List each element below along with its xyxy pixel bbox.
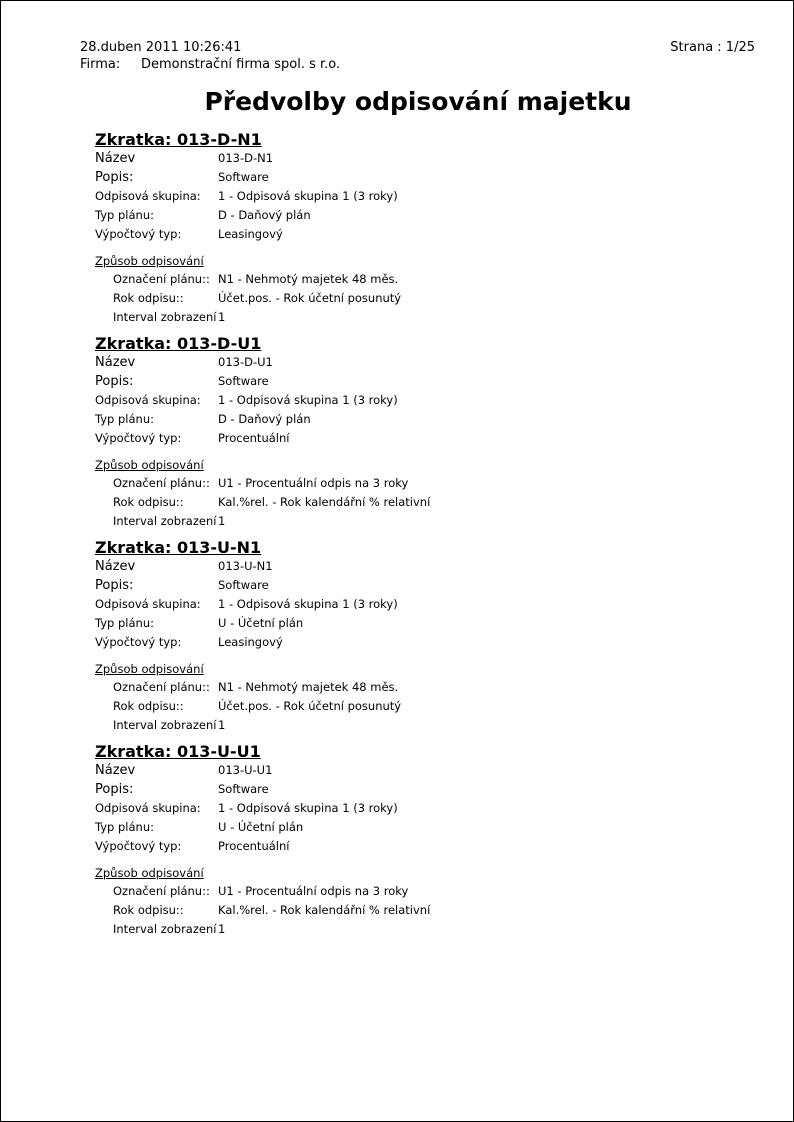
value-oznaceni: N1 - Nehmotý majetek 48 měs. xyxy=(218,272,399,286)
row-nazev xyxy=(1,355,793,374)
section-title: Zkratka: 013-D-U1 xyxy=(95,334,262,353)
label-oznaceni: Označení plánu:: xyxy=(113,884,210,898)
label-interval: Interval zobrazení xyxy=(113,310,217,324)
value-nazev: 013-U-U1 xyxy=(218,763,273,777)
label-popis: Popis: xyxy=(95,170,134,185)
row-oznaceni xyxy=(1,476,793,495)
row-popis xyxy=(1,578,793,597)
row-typ-planu xyxy=(1,820,793,839)
page-number: Strana : 1/25 xyxy=(670,40,755,55)
value-vypoctovy-typ: Procentuální xyxy=(218,431,290,445)
row-rok-odpisu xyxy=(1,699,793,718)
row-vypoctovy-typ xyxy=(1,839,793,858)
label-popis: Popis: xyxy=(95,782,134,797)
value-typ-planu: D - Daňový plán xyxy=(218,208,311,222)
value-oznaceni: N1 - Nehmotý majetek 48 měs. xyxy=(218,680,399,694)
value-oznaceni: U1 - Procentuální odpis na 3 roky xyxy=(218,884,409,898)
subheading-zpusob: Způsob odpisování xyxy=(95,458,204,472)
label-typ-planu: Typ plánu: xyxy=(95,616,154,630)
value-nazev: 013-D-N1 xyxy=(218,151,274,165)
value-rok-odpisu: Kal.%rel. - Rok kalendářní % relativní xyxy=(218,495,431,509)
row-interval xyxy=(1,310,793,329)
section-title: Zkratka: 013-D-N1 xyxy=(95,130,262,149)
row-vypoctovy-typ xyxy=(1,431,793,450)
row-vypoctovy-typ xyxy=(1,227,793,246)
label-vypoctovy-typ: Výpočtový typ: xyxy=(95,227,182,241)
label-oznaceni: Označení plánu:: xyxy=(113,680,210,694)
label-interval: Interval zobrazení xyxy=(113,718,217,732)
row-nazev xyxy=(1,151,793,170)
label-nazev: Název xyxy=(95,355,136,370)
subheading-zpusob: Způsob odpisování xyxy=(95,662,204,676)
row-typ-planu xyxy=(1,208,793,227)
label-typ-planu: Typ plánu: xyxy=(95,820,154,834)
row-popis xyxy=(1,170,793,189)
value-interval: 1 xyxy=(218,310,226,324)
row-popis xyxy=(1,374,793,393)
value-rok-odpisu: Kal.%rel. - Rok kalendářní % relativní xyxy=(218,903,431,917)
label-rok-odpisu: Rok odpisu:: xyxy=(113,903,184,917)
value-nazev: 013-U-N1 xyxy=(218,559,273,573)
value-vypoctovy-typ: Leasingový xyxy=(218,227,283,241)
label-popis: Popis: xyxy=(95,578,134,593)
report-datetime: 28.duben 2011 10:26:41 xyxy=(80,40,242,55)
value-popis: Software xyxy=(218,782,269,796)
value-vypoctovy-typ: Procentuální xyxy=(218,839,290,853)
row-skupina xyxy=(1,189,793,208)
firm-label: Firma: xyxy=(80,57,121,72)
row-typ-planu xyxy=(1,616,793,635)
row-rok-odpisu xyxy=(1,903,793,922)
label-vypoctovy-typ: Výpočtový typ: xyxy=(95,839,182,853)
row-nazev xyxy=(1,763,793,782)
label-nazev: Název xyxy=(95,763,136,778)
label-nazev: Název xyxy=(95,559,136,574)
value-popis: Software xyxy=(218,170,269,184)
label-skupina: Odpisová skupina: xyxy=(95,801,201,815)
label-rok-odpisu: Rok odpisu:: xyxy=(113,699,184,713)
row-interval xyxy=(1,514,793,533)
label-interval: Interval zobrazení xyxy=(113,922,217,936)
value-typ-planu: U - Účetní plán xyxy=(218,616,304,630)
label-popis: Popis: xyxy=(95,374,134,389)
label-vypoctovy-typ: Výpočtový typ: xyxy=(95,635,182,649)
asset-section xyxy=(1,742,793,942)
value-typ-planu: U - Účetní plán xyxy=(218,820,304,834)
label-skupina: Odpisová skupina: xyxy=(95,393,201,407)
row-interval xyxy=(1,718,793,737)
value-skupina: 1 - Odpisová skupina 1 (3 roky) xyxy=(218,801,398,815)
firm-line xyxy=(80,57,340,72)
subheading-zpusob: Způsob odpisování xyxy=(95,866,204,880)
value-interval: 1 xyxy=(218,514,226,528)
label-typ-planu: Typ plánu: xyxy=(95,208,154,222)
row-oznaceni xyxy=(1,884,793,903)
label-typ-planu: Typ plánu: xyxy=(95,412,154,426)
section-title: Zkratka: 013-U-N1 xyxy=(95,538,262,557)
value-skupina: 1 - Odpisová skupina 1 (3 roky) xyxy=(218,597,398,611)
row-vypoctovy-typ xyxy=(1,635,793,654)
label-interval: Interval zobrazení xyxy=(113,514,217,528)
value-oznaceni: U1 - Procentuální odpis na 3 roky xyxy=(218,476,409,490)
row-oznaceni xyxy=(1,272,793,291)
row-rok-odpisu xyxy=(1,495,793,514)
firm-name: Demonstrační firma spol. s r.o. xyxy=(141,57,341,72)
value-rok-odpisu: Účet.pos. - Rok účetní posunutý xyxy=(218,699,402,713)
value-typ-planu: D - Daňový plán xyxy=(218,412,311,426)
row-oznaceni xyxy=(1,680,793,699)
row-typ-planu xyxy=(1,412,793,431)
row-nazev xyxy=(1,559,793,578)
value-popis: Software xyxy=(218,578,269,592)
label-oznaceni: Označení plánu:: xyxy=(113,272,210,286)
row-skupina xyxy=(1,597,793,616)
row-skupina xyxy=(1,393,793,412)
value-nazev: 013-D-U1 xyxy=(218,355,273,369)
value-rok-odpisu: Účet.pos. - Rok účetní posunutý xyxy=(218,291,402,305)
asset-section xyxy=(1,334,793,534)
value-interval: 1 xyxy=(218,922,226,936)
value-vypoctovy-typ: Leasingový xyxy=(218,635,283,649)
label-nazev: Název xyxy=(95,151,136,166)
value-skupina: 1 - Odpisová skupina 1 (3 roky) xyxy=(218,393,398,407)
label-skupina: Odpisová skupina: xyxy=(95,597,201,611)
label-rok-odpisu: Rok odpisu:: xyxy=(113,495,184,509)
asset-section xyxy=(1,130,793,330)
row-skupina xyxy=(1,801,793,820)
subheading-zpusob: Způsob odpisování xyxy=(95,254,204,268)
value-interval: 1 xyxy=(218,718,226,732)
value-skupina: 1 - Odpisová skupina 1 (3 roky) xyxy=(218,189,398,203)
section-title: Zkratka: 013-U-U1 xyxy=(95,742,261,761)
label-skupina: Odpisová skupina: xyxy=(95,189,201,203)
label-oznaceni: Označení plánu:: xyxy=(113,476,210,490)
value-popis: Software xyxy=(218,374,269,388)
asset-section xyxy=(1,538,793,738)
row-interval xyxy=(1,922,793,941)
row-popis xyxy=(1,782,793,801)
row-rok-odpisu xyxy=(1,291,793,310)
page-title: Předvolby odpisování majetku xyxy=(204,87,632,116)
label-vypoctovy-typ: Výpočtový typ: xyxy=(95,431,182,445)
label-rok-odpisu: Rok odpisu:: xyxy=(113,291,184,305)
